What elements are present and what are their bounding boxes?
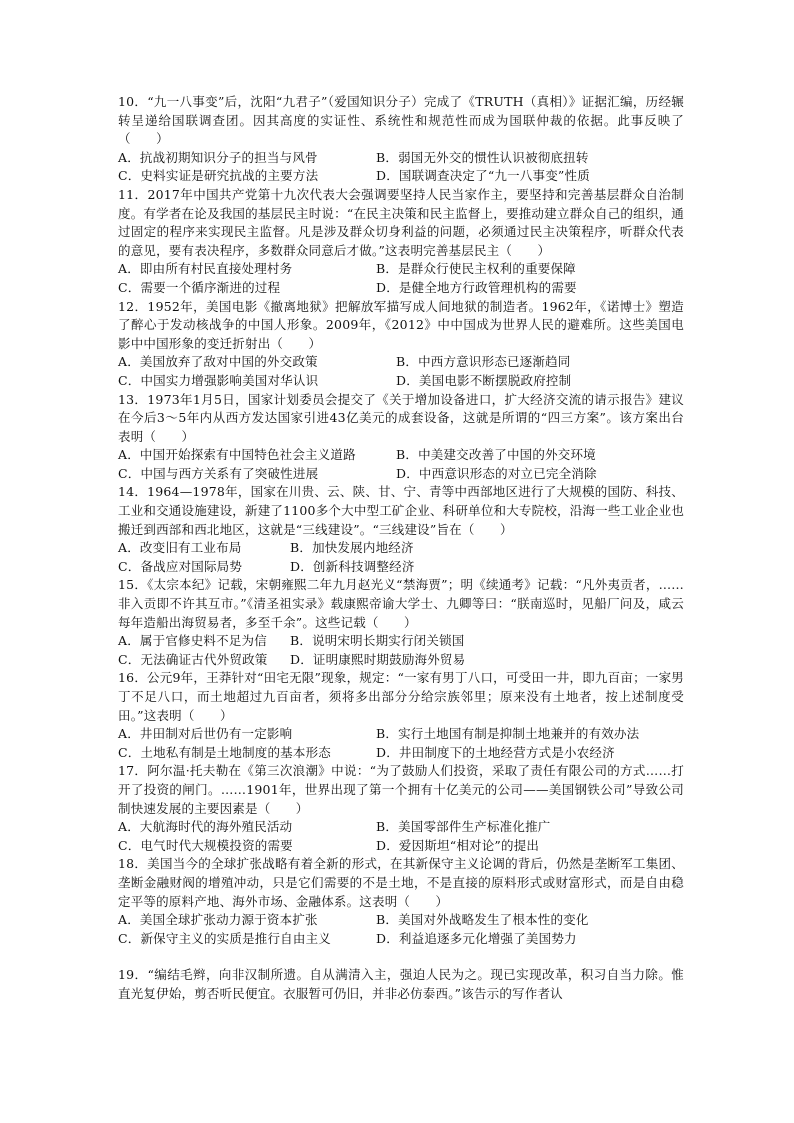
question-12 — [118, 298, 684, 391]
option-a[interactable]: A．大航海时代的海外殖民活动 — [118, 819, 293, 835]
options-row — [118, 353, 684, 372]
options-row — [118, 372, 684, 391]
question-stem: 14．1964—1978年，国家在川贵、云、陕、甘、宁、青等中西部地区进行了大规模的国防、科技、工业和交通设施建设，新建了1100多个大中型工矿企业、科研单位和大专院校，沿海一些工业企业也搬迁到西部和西北地区，这就是“三线建设”。“三线建设”旨在（ ） — [118, 484, 685, 537]
option-a[interactable]: A．改变旧有工业布局 — [118, 540, 242, 556]
options-row — [118, 818, 684, 837]
option-b[interactable]: B．中西方意识形态已逐渐趋同 — [396, 354, 571, 370]
question-17 — [118, 762, 684, 855]
options-row — [118, 279, 684, 298]
option-a[interactable]: A．属于官修史料不足为信 — [118, 633, 267, 649]
option-d[interactable]: D．爱因斯坦“相对论”的提出 — [376, 837, 540, 853]
question-19 — [118, 966, 684, 1003]
options-row — [118, 260, 684, 279]
options-row — [118, 446, 684, 465]
question-18 — [118, 855, 684, 948]
options-row — [118, 744, 684, 763]
option-a[interactable]: A．美国全球扩张动力源于资本扩张 — [118, 912, 318, 928]
option-b[interactable]: B．说明宋明长期实行闭关锁国 — [290, 633, 465, 649]
option-a[interactable]: A．井田制对后世仍有一定影响 — [118, 726, 293, 742]
option-a[interactable]: A．抗战初期知识分子的担当与风骨 — [118, 149, 318, 165]
options-row — [118, 465, 684, 484]
option-a[interactable]: A．即由所有村民直接处理村务 — [118, 261, 293, 277]
option-b[interactable]: B．是群众行使民主权利的重要保障 — [376, 261, 576, 277]
question-stem: 18．美国当今的全球扩张战略有着全新的形式，在其新保守主义论调的背后，仍然是垄断军工集团、垄断金融财阀的增殖冲动，只是它们需要的不是土地，不是直接的原料形式或财富形式，而是自由稳定平等的原料产地、海外市场、金融体系。这表明（ ） — [118, 856, 684, 909]
option-c[interactable]: C．无法确证古代外贸政策 — [118, 651, 268, 667]
spacer — [118, 948, 684, 966]
option-c[interactable]: C．中国与西方关系有了突破性进展 — [118, 465, 319, 481]
question-13 — [118, 391, 684, 484]
question-stem: 10．“九一八事变”后，沈阳“九君子”（爱国知识分子）完成了《TRUTH（真相）》证据汇编，历经辗转呈递给国联调查团。因其高度的实证性、系统性和规范性而成为国联仲裁的依据。此事反映了（ ） — [118, 94, 684, 147]
option-d[interactable]: D．中西意识形态的对立已完全消除 — [396, 465, 597, 481]
option-b[interactable]: B．美国零部件生产标准化推广 — [376, 819, 551, 835]
options-row — [118, 651, 684, 670]
options-row — [118, 149, 684, 168]
option-d[interactable]: D．国联调查决定了“九一八事变”性质 — [376, 168, 590, 184]
question-10 — [118, 93, 684, 186]
question-stem: 17．阿尔温·托夫勒在《第三次浪潮》中说：“为了鼓励人们投资，采取了责任有限公司的方式……打开了投资的闸门。……1901年，世界出现了第一个拥有十亿美元的公司——美国钢铁公司”导致公司制快速发展的主要因素是（ ） — [118, 763, 684, 816]
option-c[interactable]: C．中国实力增强影响美国对华认识 — [118, 372, 319, 388]
options-row — [118, 911, 684, 930]
options-row — [118, 558, 684, 577]
option-b[interactable]: B．实行土地国有制是抑制土地兼并的有效办法 — [376, 726, 640, 742]
option-b[interactable]: B．中美建交改善了中国的外交环境 — [396, 447, 596, 463]
question-stem: 19．“编结毛辫，向非汉制所遗。自从满清入主，强迫人民为之。现已实现改革，积习自当力除。惟直光复伊始，剪否听民便宜。衣服暂可仍旧，并非必仿泰西。”该告示的写作者认 — [118, 967, 684, 1001]
option-b[interactable]: B．加快发展内地经济 — [290, 540, 414, 556]
option-d[interactable]: D．井田制度下的土地经营方式是小农经济 — [376, 744, 615, 760]
options-row — [118, 632, 684, 651]
options-row — [118, 167, 684, 186]
options-row — [118, 837, 684, 856]
options-row — [118, 725, 684, 744]
option-c[interactable]: C．新保守主义的实质是推行自由主义 — [118, 930, 331, 946]
question-stem: 13．1973年1月5日，国家计划委员会提交了《关于增加设备进口，扩大经济交流的请示报告》建议在今后3～5年内从西方发达国家引进43亿美元的成套设备，这就是所谓的“四三方案”。该方案出台表明（ ） — [118, 391, 684, 444]
question-stem: 12．1952年，美国电影《撤离地狱》把解放军描写成人间地狱的制造者。1962年，《诺博士》塑造了醉心于发动核战争的中国人形象。2009年，《2012》中中国成为世界人民的避难所。这些美国电影中中国形象的变迁折射出（ ） — [118, 298, 684, 351]
question-stem: 11．2017年中国共产党第十九次代表大会强调要坚持人民当家作主，要坚持和完善基层群众自治制度。有学者在论及我国的基层民主时说：“在民主决策和民主监督上，要推动建立群众自己的组织，通过固定的程序来实现民主监督。凡是涉及群众切身利益的问题，必须通过民主决策程序，听群众代表的意见，要有表决程序，多数群众同意后才做。”这表明完善基层民主（ ） — [118, 186, 684, 258]
option-a[interactable]: A．中国开始探索有中国特色社会主义道路 — [118, 447, 356, 463]
exam-page — [118, 93, 684, 1004]
question-stem: 15．《太宗本纪》记载，宋朝雍熙二年九月赵光义“禁海贾”；明《续通考》记载：“凡外夷贡者，……非入贡即不许其互市。”《清圣祖实录》载康熙帝谕大学士、九卿等曰：“朕南巡时，见船厂问及，咸云每年造船出海贸易者，多至千余”。这些记载（ ） — [118, 577, 684, 630]
option-c[interactable]: C．电气时代大规模投资的需要 — [118, 837, 293, 853]
question-stem: 16．公元9年，王莽针对“田宅无限”现象，规定：“一家有男丁八口，可受田一井，即九百亩；一家男丁不足八口，而土地超过九百亩者，须将多出部分分给宗族邻里；原来没有土地者，按上述制度受田。”这表明（ ） — [118, 670, 684, 723]
option-d[interactable]: D．美国电影不断摆脱政府控制 — [396, 372, 572, 388]
option-b[interactable]: B．美国对外战略发生了根本性的变化 — [376, 912, 589, 928]
option-d[interactable]: D．是健全地方行政管理机构的需要 — [376, 279, 577, 295]
option-c[interactable]: C．备战应对国际局势 — [118, 558, 243, 574]
option-d[interactable]: D．创新科技调整经济 — [290, 558, 415, 574]
option-c[interactable]: C．史料实证是研究抗战的主要方法 — [118, 168, 319, 184]
option-d[interactable]: D．证明康熙时期鼓励海外贸易 — [290, 651, 466, 667]
question-14 — [118, 483, 684, 576]
option-a[interactable]: A．美国放弃了敌对中国的外交政策 — [118, 354, 318, 370]
option-c[interactable]: C．需要一个循序渐进的过程 — [118, 279, 281, 295]
option-d[interactable]: D．利益追逐多元化增强了美国势力 — [376, 930, 577, 946]
options-row — [118, 930, 684, 949]
question-11 — [118, 186, 684, 298]
option-b[interactable]: B．弱国无外交的惯性认识被彻底扭转 — [376, 149, 589, 165]
question-16 — [118, 669, 684, 762]
options-row — [118, 539, 684, 558]
option-c[interactable]: C．土地私有制是土地制度的基本形态 — [118, 744, 331, 760]
question-15 — [118, 576, 684, 669]
